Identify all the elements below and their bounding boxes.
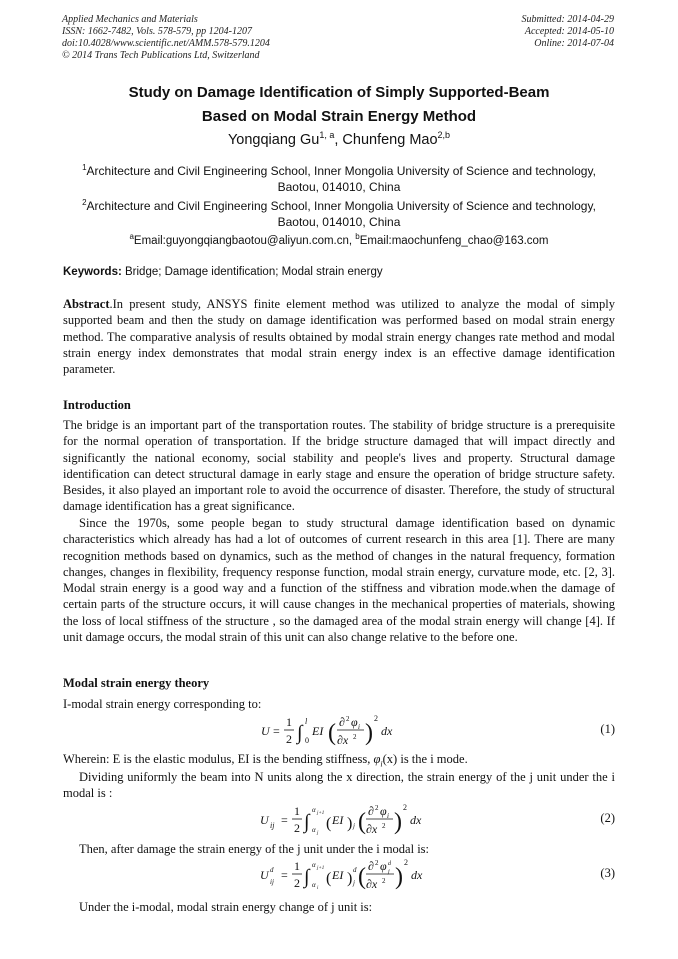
svg-text:EI: EI (312, 724, 324, 738)
equation-2-number: (2) (600, 811, 615, 825)
svg-text:2: 2 (286, 732, 292, 746)
affiliation-2-line1: Architecture and Civil Engineering School, Inner Mongolia University of Science and technology, (86, 199, 596, 213)
svg-text:2: 2 (404, 858, 408, 867)
svg-text:): ) (347, 815, 353, 832)
svg-text:(: ( (326, 815, 332, 832)
doi: doi:10.4028/www.scientific.net/AMM.578-579.1204 (62, 38, 270, 49)
svg-text:U: U (261, 724, 270, 738)
svg-text:∂: ∂ (368, 804, 374, 818)
svg-text:): ) (365, 720, 373, 746)
author-2: Chunfeng Mao (342, 131, 438, 148)
svg-text:2: 2 (374, 714, 378, 723)
svg-text:): ) (395, 864, 403, 890)
theory-heading: Modal strain energy theory (63, 676, 210, 690)
svg-text:φ: φ (380, 804, 387, 818)
abstract-text: .In present study, ANSYS finite element method was utilized to analyze the modal of simply supported beam and then the study on damage identification was performed based on modal strain energy method. The comparative analysis of results obtained by modal strain energy changes rate method and modal strain energy index demonstrates that modal strain energy index is an effective damage identification parameter. (63, 297, 615, 377)
equation-1 (63, 712, 615, 752)
svg-text:(: ( (358, 864, 366, 890)
accepted-date: Accepted: 2014-05-10 (524, 26, 614, 37)
svg-text:∂: ∂ (339, 715, 345, 729)
explanation-text-b: is the i mode. (397, 752, 468, 766)
affiliation-1 (62, 160, 616, 195)
svg-text:α: α (312, 861, 316, 869)
svg-text:l: l (305, 717, 308, 726)
phi-argument: (x) (382, 752, 398, 766)
svg-text:d: d (388, 861, 391, 867)
svg-text:j: j (388, 869, 390, 875)
svg-text:2: 2 (353, 733, 357, 741)
paper-title-line2: Based on Modal Strain Energy Method (201, 108, 477, 125)
equation-3-number: (3) (600, 866, 615, 880)
svg-text:1: 1 (286, 715, 292, 729)
author-emails (62, 232, 616, 247)
phi-symbol: φ (373, 752, 381, 766)
svg-text:i: i (387, 812, 389, 820)
author-1-sup: 1, a (319, 130, 335, 140)
email-a: Email:guyongqiangbaotou@aliyun.com.cn, (133, 234, 356, 247)
equation-2 (63, 800, 615, 842)
keywords-label: Keywords: (63, 266, 122, 278)
svg-text:2: 2 (346, 715, 350, 723)
svg-text:0: 0 (305, 736, 309, 745)
under-modal-paragraph (63, 899, 615, 915)
svg-text:i: i (358, 723, 360, 731)
abstract (63, 296, 615, 377)
svg-text:d: d (353, 866, 357, 874)
svg-text:=: = (281, 868, 288, 882)
svg-text:2: 2 (294, 821, 300, 835)
svg-text:): ) (394, 809, 402, 835)
svg-text:2: 2 (403, 803, 407, 812)
svg-text:j+1: j+1 (317, 811, 325, 816)
affiliation-1-line2: Baotou, 014010, China (277, 180, 401, 194)
svg-text:φ: φ (380, 859, 387, 873)
svg-text:α: α (312, 806, 316, 814)
svg-text:i: i (317, 886, 319, 891)
svg-text:j: j (317, 831, 319, 836)
svg-text:j: j (353, 879, 355, 887)
svg-text:j+1: j+1 (317, 866, 325, 871)
svg-text:2: 2 (375, 859, 379, 867)
svg-text:1: 1 (294, 859, 300, 873)
journal-header-left (62, 14, 270, 62)
svg-text:d: d (270, 866, 274, 874)
svg-text:∂x: ∂x (366, 877, 378, 891)
svg-text:=: = (273, 724, 280, 738)
equation-3-formula (260, 855, 460, 897)
email-b: Email:maochunfeng_chao@163.com (359, 234, 549, 247)
submitted-date: Submitted: 2014-04-29 (521, 14, 614, 25)
svg-text:α: α (312, 881, 316, 889)
introduction-paragraph-2-text: Since the 1970s, some people began to study structural damage identification based on dynamic characteristics which already has had a lot of outcomes of current research in this area [1]. There are many recognition methods based on dynamics, such as the method of changes in the natural frequency, formation changes, changes in flexibility, frequency response function, modal strain energy, curvature mode, etc. [2, 3]. Modal strain energy is a good way and a function of the stiffness and vibration mode.when the damage of certain parts of the structure occurs, it will cause changes in the mechanical properties of materials, showing the loss of local stiffness of the structure , so the damaged area of the modal strain energy will change [4]. If unit damage occurs, the modal strain of this unit can also change relative to the before one. (63, 516, 615, 645)
online-date: Online: 2014-07-04 (534, 38, 614, 49)
abstract-label: Abstract (63, 297, 110, 311)
svg-text:2: 2 (375, 804, 379, 812)
equation-1-formula (261, 712, 461, 752)
dividing-paragraph (63, 769, 615, 802)
svg-text:∂: ∂ (368, 859, 374, 873)
svg-text:ij: ij (270, 821, 275, 830)
svg-text:): ) (347, 870, 353, 887)
keywords (63, 266, 383, 278)
equation-3 (63, 855, 615, 897)
svg-text:∫: ∫ (304, 866, 310, 888)
svg-text:EI: EI (332, 868, 344, 882)
equation-2-formula (260, 800, 460, 842)
email-a-sup: a (129, 232, 134, 241)
introduction-paragraph-1: The bridge is an important part of the transportation routes. The stability of bridge structure is a prerequisite for the normal operation of transportation. If the bridge structure damaged that will impact directly and significantly the national economy, social stability and people's lives and property. Structural damage identification can detect structural damage in early stage and ensure the operation of bridge structure safety. Besides, it also played an important role to avoid the occurrence of disaster. Therefore, the study of structural damage identification has a great significance. (63, 418, 615, 514)
journal-name: Applied Mechanics and Materials (62, 14, 198, 25)
svg-text:(: ( (358, 809, 366, 835)
svg-text:φ: φ (351, 715, 358, 729)
equation-1-number: (1) (600, 722, 615, 736)
svg-text:∂x: ∂x (337, 733, 349, 747)
svg-text:∫: ∫ (304, 811, 310, 833)
svg-text:1: 1 (294, 804, 300, 818)
svg-text:U: U (260, 813, 269, 827)
journal-header-right (522, 14, 615, 50)
author-2-sup: 2,b (437, 130, 451, 140)
svg-text:2: 2 (382, 822, 386, 830)
svg-text:∂x: ∂x (366, 822, 378, 836)
svg-text:dx: dx (381, 724, 393, 738)
svg-text:dx: dx (410, 813, 422, 827)
after-damage-paragraph-text: Then, after damage the strain energy of the j unit under the i modal is: (79, 842, 430, 856)
affiliation-2-line2: Baotou, 014010, China (277, 215, 401, 229)
authors (62, 130, 616, 148)
dividing-paragraph-text: Dividing uniformly the beam into N units along the x direction, the strain energy of the j unit under the i modal is : (63, 770, 615, 801)
email-b-sup: b (355, 232, 360, 241)
introduction-heading: Introduction (63, 398, 131, 412)
copyright: © 2014 Trans Tech Publications Ltd, Switzerland (62, 50, 260, 61)
svg-text:ij: ij (270, 878, 274, 886)
issn: ISSN: 1662-7482, Vols. 578-579, pp 1204-1207 (62, 26, 252, 37)
affiliation-2-sup: 2 (82, 198, 87, 207)
author-1: Yongqiang Gu (227, 131, 320, 148)
svg-text:∫: ∫ (297, 722, 303, 744)
svg-text:(: ( (326, 870, 332, 887)
svg-text:dx: dx (411, 868, 423, 882)
svg-text:EI: EI (332, 813, 344, 827)
svg-text:2: 2 (382, 877, 386, 885)
introduction-paragraph-2 (63, 515, 615, 645)
theory-intro: I-modal strain energy corresponding to: (63, 697, 262, 711)
svg-text:=: = (281, 813, 288, 827)
affiliation-2 (62, 195, 616, 230)
svg-text:(: ( (328, 720, 336, 746)
author-separator: , (334, 131, 343, 148)
svg-text:α: α (312, 826, 316, 834)
paper-title-line1: Study on Damage Identification of Simply Supported-Beam (128, 84, 550, 101)
svg-text:2: 2 (294, 876, 300, 890)
affiliation-1-sup: 1 (82, 163, 87, 172)
explanation-text-a: Wherein: E is the elastic modulus, EI is the bending stiffness, (63, 752, 374, 766)
under-modal-paragraph-text: Under the i-modal, modal strain energy change of j unit is: (79, 900, 373, 914)
svg-text:U: U (260, 868, 269, 882)
keywords-text: Bridge; Damage identification; Modal strain energy (121, 266, 383, 278)
affiliation-1-line1: Architecture and Civil Engineering School, Inner Mongolia University of Science and technology, (86, 164, 596, 178)
svg-text:j: j (353, 822, 355, 830)
phi-subscript: i (380, 759, 383, 769)
